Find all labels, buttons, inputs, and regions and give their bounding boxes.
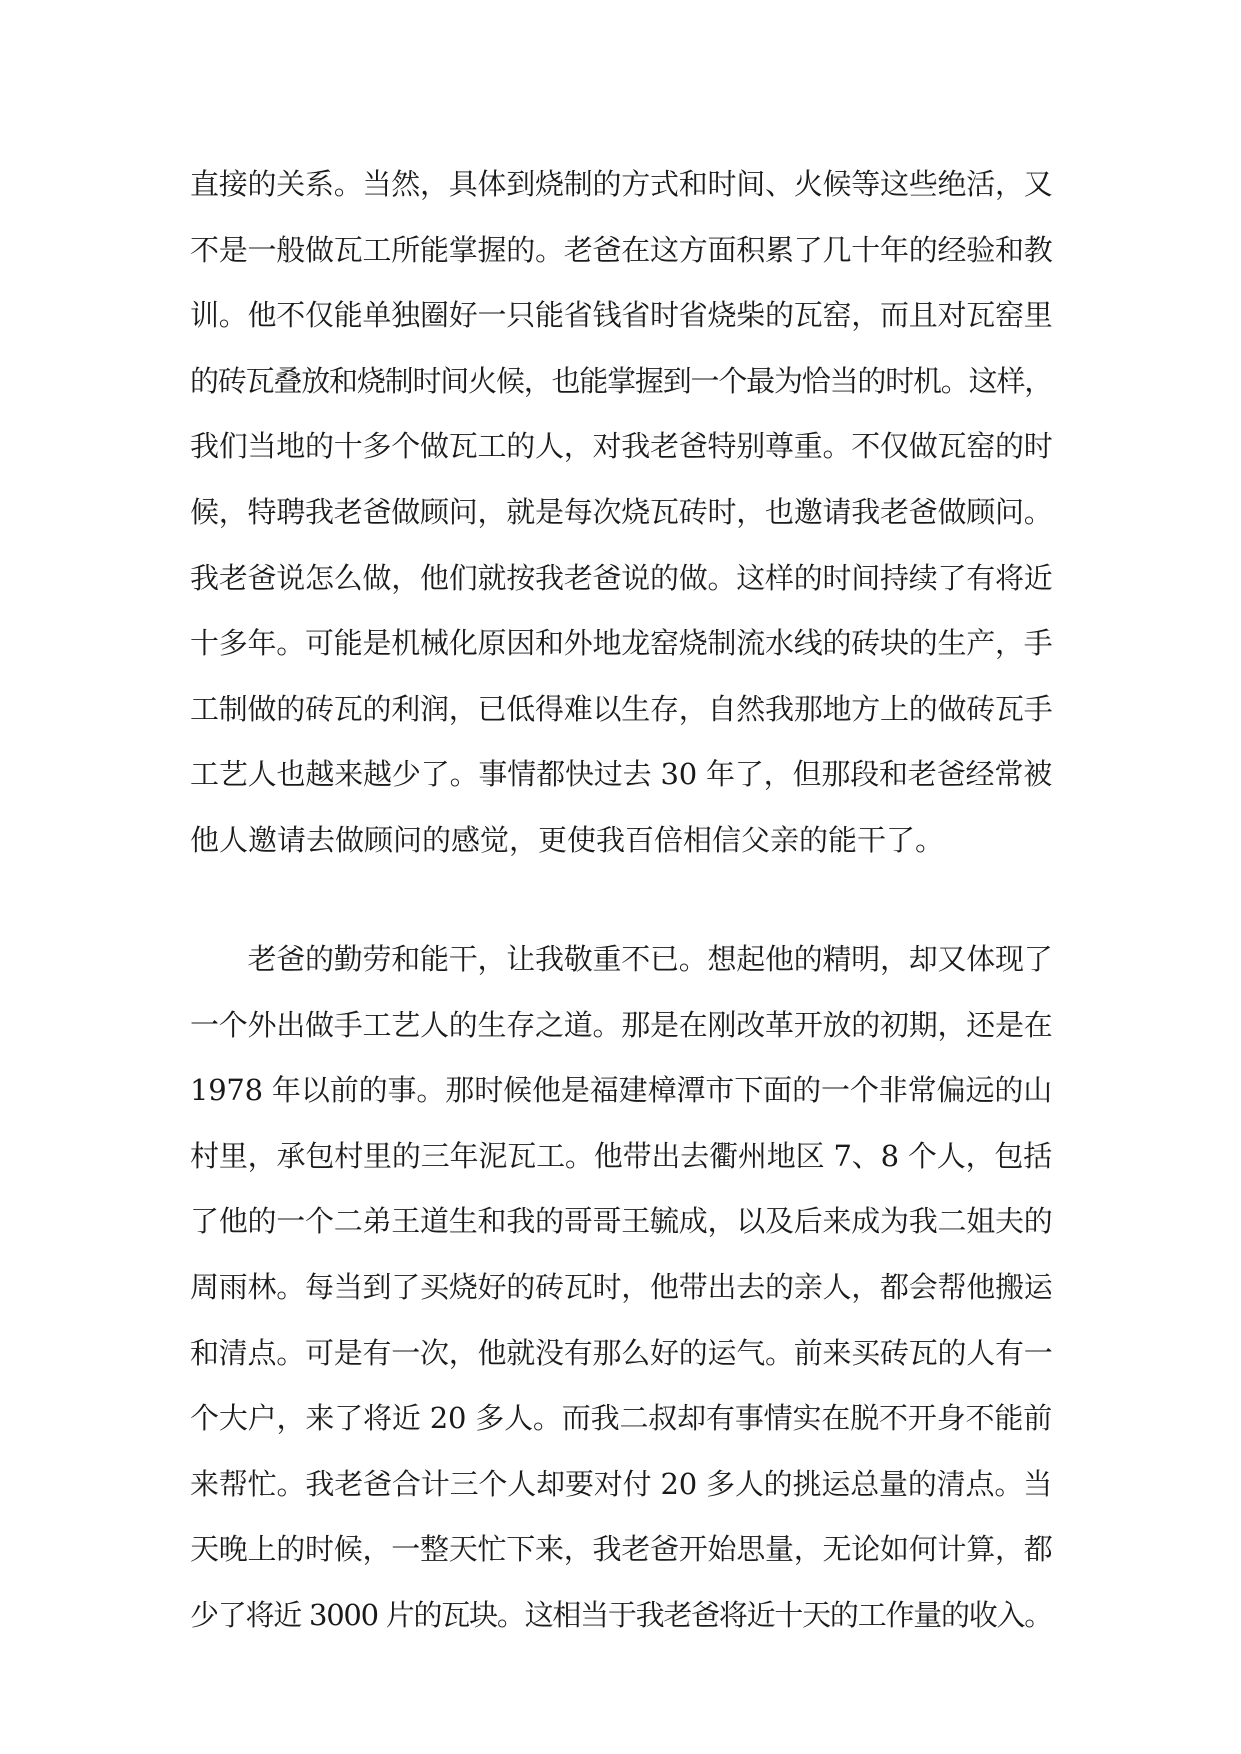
paragraph-2 <box>190 927 1052 1649</box>
text-line: 我老爸说怎么做，他们就按我老爸说的做。这样的时间持续了有将近 <box>190 560 1053 595</box>
text-line: 工艺人也越来越少了。事情都快过去 30 年了，但那段和老爸经常被 <box>190 757 1052 792</box>
text-line: 不是一般做瓦工所能掌握的。老爸在这方面积累了几十年的经验和教 <box>190 232 1053 267</box>
text-line: 直接的关系。当然，具体到烧制的方式和时间、火候等这些绝活，又 <box>190 167 1053 201</box>
text-line: 1978 年以前的事。那时候他是福建樟潭市下面的一个非常偏远的山 <box>190 1073 1052 1108</box>
text-line: 我们当地的十多个做瓦工的人，对我老爸特别尊重。不仅做瓦窑的时 <box>190 429 1053 464</box>
text-line: 村里，承包村里的三年泥瓦工。他带出去衢州地区 7、8 个人，包括 <box>190 1138 1052 1173</box>
text-line: 的砖瓦叠放和烧制时间火候，也能掌握到一个最为恰当的时机。这样， <box>190 363 1052 398</box>
text-line: 周雨林。每当到了买烧好的砖瓦时，他带出去的亲人，都会帮他搬运 <box>190 1269 1053 1304</box>
text-line: 他人邀请去做顾问的感觉，更使我百倍相信父亲的能干了。 <box>190 822 945 857</box>
text-line: 十多年。可能是机械化原因和外地龙窑烧制流水线的砖块的生产，手 <box>190 626 1053 661</box>
text-line: 老爸的勤劳和能干，让我敬重不已。想起他的精明，却又体现了 <box>190 942 1053 976</box>
text-line: 和清点。可是有一次，他就没有那么好的运气。前来买砖瓦的人有一 <box>190 1335 1053 1370</box>
text-line: 一个外出做手工艺人的生存之道。那是在刚改革开放的初期，还是在 <box>190 1007 1053 1042</box>
text-line: 了他的一个二弟王道生和我的哥哥王毓成，以及后来成为我二姐夫的 <box>190 1204 1053 1239</box>
text-line: 天晚上的时候，一整天忙下来，我老爸开始思量，无论如何计算，都 <box>190 1532 1053 1567</box>
paragraph-1 <box>190 152 1052 874</box>
text-line: 候，特聘我老爸做顾问，就是每次烧瓦砖时，也邀请我老爸做顾问。 <box>190 494 1053 529</box>
text-line: 个大户，来了将近 20 多人。而我二叔却有事情实在脱不开身不能前 <box>190 1401 1052 1436</box>
text-line: 少了将近 3000 片的瓦块。这相当于我老爸将近十天的工作量的收入。 <box>190 1597 1052 1632</box>
text-line: 工制做的砖瓦的利润，已低得难以生存，自然我那地方上的做砖瓦手 <box>190 691 1053 726</box>
text-line: 训。他不仅能单独圈好一只能省钱省时省烧柴的瓦窑，而且对瓦窑里 <box>190 298 1053 333</box>
text-line: 来帮忙。我老爸合计三个人却要对付 20 多人的挑运总量的清点。当 <box>190 1466 1052 1501</box>
